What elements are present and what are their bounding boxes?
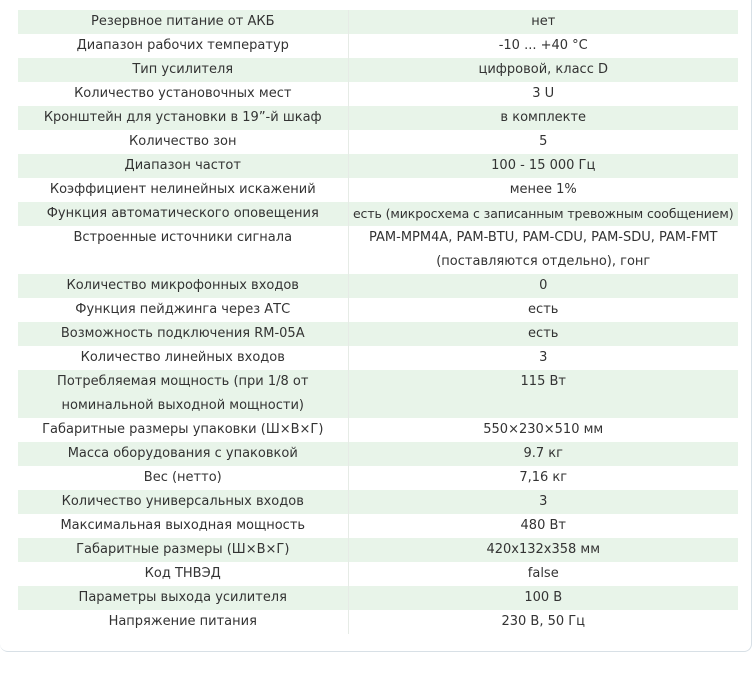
spec-value: 115 Вт — [348, 370, 738, 418]
spec-label: Вес (нетто) — [18, 466, 348, 490]
spec-label: Возможность подключения RM-05A — [18, 322, 348, 346]
table-row — [18, 538, 738, 562]
spec-value: 100 В — [348, 586, 738, 610]
specs-table — [18, 10, 738, 634]
table-row — [18, 562, 738, 586]
spec-label: Тип усилителя — [18, 58, 348, 82]
table-row — [18, 346, 738, 370]
spec-value: есть — [348, 322, 738, 346]
table-row — [18, 154, 738, 178]
table-row — [18, 466, 738, 490]
table-row — [18, 202, 738, 226]
table-row — [18, 130, 738, 154]
spec-value: в комплекте — [348, 106, 738, 130]
table-row — [18, 298, 738, 322]
spec-label: Кронштейн для установки в 19”-й шкаф — [18, 106, 348, 130]
spec-label: Потребляемая мощность (при 1/8 от номинальной выходной мощности) — [18, 370, 348, 418]
spec-value: 7,16 кг — [348, 466, 738, 490]
spec-value: 0 — [348, 274, 738, 298]
spec-label: Встроенные источники сигнала — [18, 226, 348, 274]
table-row — [18, 442, 738, 466]
table-row — [18, 82, 738, 106]
table-row — [18, 370, 738, 418]
table-row — [18, 274, 738, 298]
spec-label: Напряжение питания — [18, 610, 348, 634]
table-row — [18, 586, 738, 610]
spec-label: Количество установочных мест — [18, 82, 348, 106]
table-row — [18, 226, 738, 274]
spec-value: нет — [348, 10, 738, 34]
spec-value: 550×230×510 мм — [348, 418, 738, 442]
spec-label: Максимальная выходная мощность — [18, 514, 348, 538]
spec-label: Диапазон рабочих температур — [18, 34, 348, 58]
spec-label: Количество зон — [18, 130, 348, 154]
spec-value: 480 Вт — [348, 514, 738, 538]
spec-label: Код ТНВЭД — [18, 562, 348, 586]
table-row — [18, 106, 738, 130]
spec-label: Габаритные размеры (Ш×В×Г) — [18, 538, 348, 562]
table-row — [18, 10, 738, 34]
spec-value: 3 — [348, 346, 738, 370]
table-row — [18, 178, 738, 202]
spec-value: менее 1% — [348, 178, 738, 202]
spec-value: 5 — [348, 130, 738, 154]
spec-label: Диапазон частот — [18, 154, 348, 178]
spec-label: Резервное питание от АКБ — [18, 10, 348, 34]
table-row — [18, 322, 738, 346]
table-row — [18, 58, 738, 82]
spec-value: 9.7 кг — [348, 442, 738, 466]
spec-label: Коэффициент нелинейных искажений — [18, 178, 348, 202]
spec-value: 230 В, 50 Гц — [348, 610, 738, 634]
spec-value: есть (микросхема с записанным тревожным сообщением) — [348, 202, 738, 226]
spec-value: цифровой, класс D — [348, 58, 738, 82]
spec-label: Функция пейджинга через АТС — [18, 298, 348, 322]
spec-label: Количество универсальных входов — [18, 490, 348, 514]
table-row — [18, 34, 738, 58]
spec-label: Количество линейных входов — [18, 346, 348, 370]
spec-value: PAM-MPM4A, PAM-BTU, PAM-CDU, PAM-SDU, PAM-FMT (поставляются отдельно), гонг — [348, 226, 738, 274]
spec-label: Функция автоматического оповещения — [18, 202, 348, 226]
spec-value: -10 ... +40 °C — [348, 34, 738, 58]
spec-value: 420x132x358 мм — [348, 538, 738, 562]
table-row — [18, 610, 738, 634]
spec-value: есть — [348, 298, 738, 322]
table-row — [18, 418, 738, 442]
spec-value: false — [348, 562, 738, 586]
spec-label: Количество микрофонных входов — [18, 274, 348, 298]
spec-value: 3 U — [348, 82, 738, 106]
spec-value: 100 - 15 000 Гц — [348, 154, 738, 178]
spec-label: Параметры выхода усилителя — [18, 586, 348, 610]
spec-label: Габаритные размеры упаковки (Ш×В×Г) — [18, 418, 348, 442]
spec-value: 3 — [348, 490, 738, 514]
table-row — [18, 514, 738, 538]
spec-label: Масса оборудования с упаковкой — [18, 442, 348, 466]
table-row — [18, 490, 738, 514]
